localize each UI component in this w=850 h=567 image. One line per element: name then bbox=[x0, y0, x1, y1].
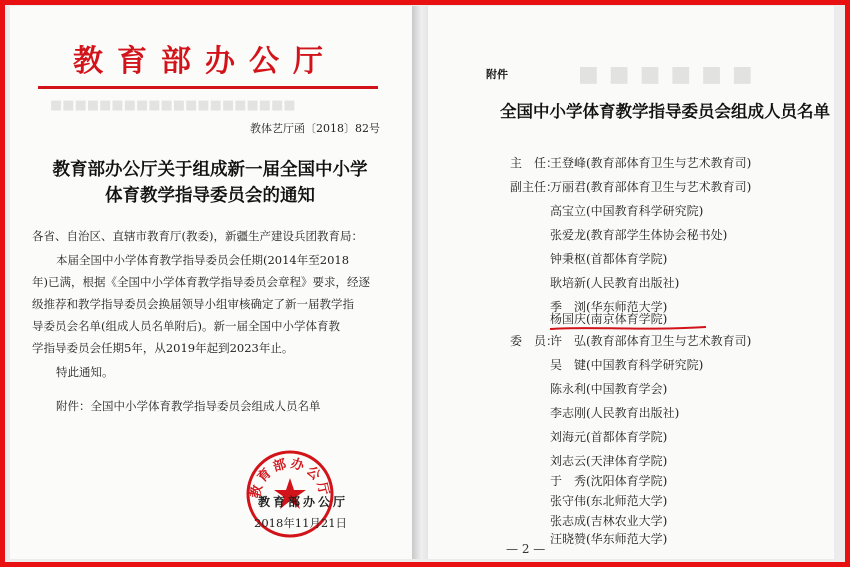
body-line: 学指导委员会任期5年，从2019年起到2023年止。 bbox=[32, 341, 294, 355]
deputy-label: 副主任： bbox=[510, 180, 559, 194]
notice-title-line-1: 教育部办公厅关于组成新一届全国中小学 bbox=[52, 160, 368, 180]
deputy-entry: 钟秉枢(首都体育学院) bbox=[550, 252, 668, 266]
attachment-page bbox=[428, 6, 834, 559]
director-label: 主 任： bbox=[510, 156, 559, 170]
member-entry: 于 秀(沈阳体育学院) bbox=[550, 474, 668, 488]
body-line: 本届全国中小学体育教学指导委员会任期(2014年至2018 bbox=[56, 253, 350, 267]
issuer-header: 教育部办公厅 bbox=[73, 44, 337, 79]
deputy-entry: 张爱龙(教育部学生体协会秘书处) bbox=[550, 228, 728, 242]
list-title: 全国中小学体育教学指导委员会组成人员名单 bbox=[500, 102, 830, 121]
director-entry: 王登峰(教育部体育卫生与艺术教育司) bbox=[550, 156, 752, 170]
deputy-entry-highlighted: 杨国庆(南京体育学院) bbox=[550, 312, 668, 326]
member-entry: 吴 键(中国教育科学研究院) bbox=[550, 358, 704, 372]
deputy-entry: 万丽君(教育部体育卫生与艺术教育司) bbox=[550, 180, 752, 194]
deputy-entry: 季 浏(华东师范大学) bbox=[550, 300, 668, 314]
attachment-label: 附件 bbox=[486, 68, 508, 81]
attachment-note: 附件：全国中小学体育教学指导委员会组成人员名单 bbox=[56, 399, 321, 413]
signature: 教育部办公厅 bbox=[258, 495, 349, 509]
bleed-through-text: ■■■■■■■■■■■■■■■■■■■■ bbox=[50, 98, 296, 113]
bleed-through-text: ■■■■■■ bbox=[578, 62, 763, 87]
document-number: 教体艺厅函〔2018〕82号 bbox=[250, 122, 380, 135]
member-entry: 张志成(吉林农业大学) bbox=[550, 514, 668, 528]
member-entry: 刘志云(天津体育学院) bbox=[550, 454, 668, 468]
notice-title-line-2: 体育教学指导委员会的通知 bbox=[105, 186, 315, 206]
svg-text:教育部办公厅: 教育部办公厅 bbox=[248, 456, 332, 500]
page-gutter bbox=[412, 6, 428, 559]
closing: 特此通知。 bbox=[56, 365, 114, 379]
issue-date: 2018年11月21日 bbox=[254, 516, 348, 530]
member-entry: 汪晓赞(华东师范大学) bbox=[550, 532, 668, 546]
red-underline-mark bbox=[548, 324, 708, 332]
deputy-entry: 高宝立(中国教育科学研究院) bbox=[550, 204, 704, 218]
page-number: — 2 — bbox=[506, 542, 546, 556]
body-line: 导委员会名单(组成人员名单附后)。新一届全国中小学体育教 bbox=[32, 319, 340, 333]
deputy-entry: 耿培新(人民教育出版社) bbox=[550, 276, 680, 290]
body-line: 年)已满，根据《全国中小学体育教学指导委员会章程》要求，经逐 bbox=[32, 275, 370, 289]
notice-page bbox=[10, 6, 412, 559]
member-entry: 李志刚(人民教育出版社) bbox=[550, 406, 680, 420]
member-entry: 张守伟(东北师范大学) bbox=[550, 494, 668, 508]
member-label: 委 员： bbox=[510, 334, 559, 348]
red-divider bbox=[38, 86, 378, 89]
member-entry: 陈永利(中国教育学会) bbox=[550, 382, 668, 396]
addressee: 各省、自治区、直辖市教育厅(教委)，新疆生产建设兵团教育局： bbox=[32, 229, 363, 243]
body-line: 级推荐和教学指导委员会换届领导小组审核确定了新一届教学指 bbox=[32, 297, 354, 311]
member-entry: 刘海元(首都体育学院) bbox=[550, 430, 668, 444]
member-entry: 许 弘(教育部体育卫生与艺术教育司) bbox=[550, 334, 752, 348]
